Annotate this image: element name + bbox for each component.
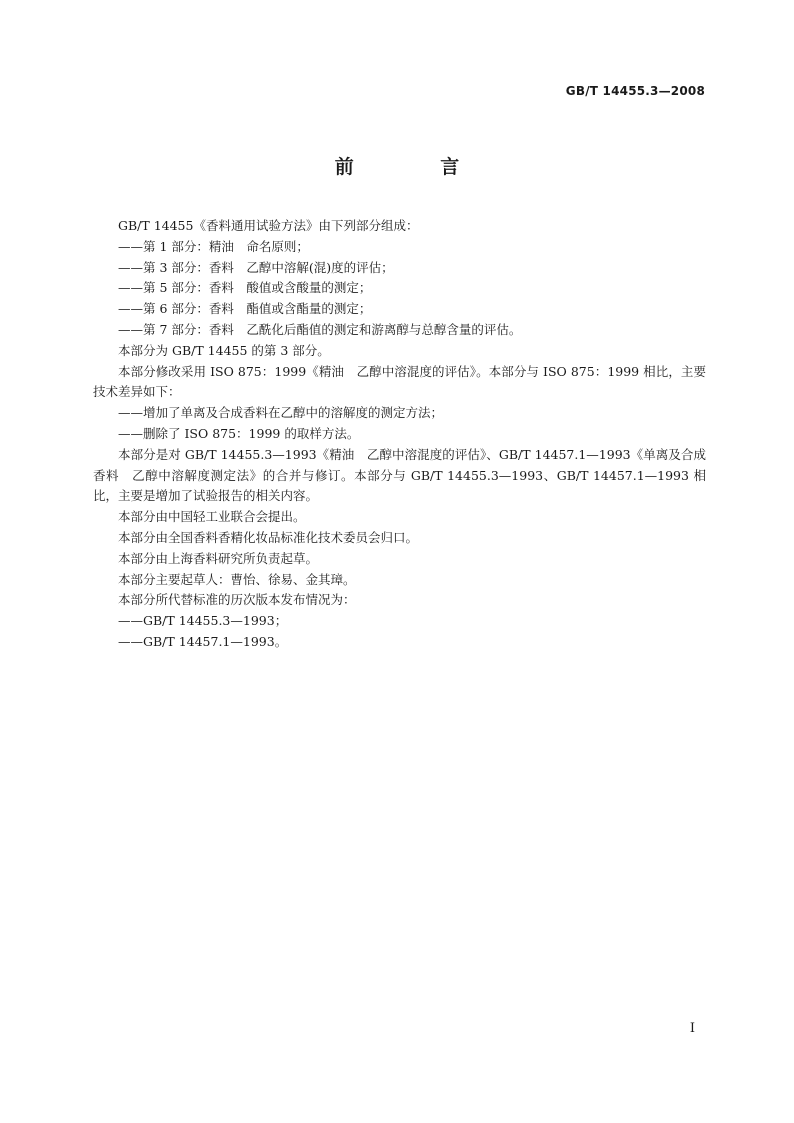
page-number: I xyxy=(689,1021,695,1036)
list-item-part-7: ——第 7 部分：香料 乙酰化后酯值的测定和游离醇与总醇含量的评估。 xyxy=(118,321,522,337)
list-item-part-3: ——第 3 部分：香料 乙醇中溶解(混)度的评估； xyxy=(118,259,394,275)
page-title: 前 言 xyxy=(334,156,500,178)
list-item-part-1: ——第 1 部分：精油 命名原则； xyxy=(118,238,309,254)
paragraph-committee: 本部分由全国香料香精化妆品标准化技术委员会归口。 xyxy=(118,529,419,545)
paragraph-part-statement: 本部分为 GB/T 14455 的第 3 部分。 xyxy=(118,342,330,358)
list-item-difference-added: ——增加了单离及合成香料在乙醇中的溶解度的测定方法； xyxy=(118,405,444,421)
list-item-part-5: ——第 5 部分：香料 酸值或含酸量的测定； xyxy=(118,280,372,296)
list-item-difference-removed: ——删除了 ISO 875：1999 的取样方法。 xyxy=(118,425,360,441)
list-item-superseded-1: ——GB/T 14455.3—1993； xyxy=(118,613,288,629)
list-item-part-6: ——第 6 部分：香料 酯值或含酯量的测定； xyxy=(118,301,372,317)
standard-code: GB/T 14455.3—2008 xyxy=(565,84,705,98)
paragraph-series-intro: GB/T 14455《香料通用试验方法》由下列部分组成： xyxy=(118,218,419,233)
paragraph-revision: 本部分是对 GB/T 14455.3—1993《精油 乙醇中溶混度的评估》、GB/T 14457.1—1993《单离及合成香料 乙醇中溶解度测定法》的合并与修订。本部分与 GB/T 14455.3—1993、GB/T 14457.1—1993 相比，主要是增加了试验报告的相关内容。 xyxy=(93,446,706,504)
paragraph-iso-adoption: 本部分修改采用 ISO 875：1999《精油 乙醇中溶混度的评估》。本部分与 ISO 875：1999 相比，主要技术差异如下： xyxy=(93,363,706,400)
list-item-superseded-2: ——GB/T 14457.1—1993。 xyxy=(118,633,288,649)
foreword-body xyxy=(93,216,706,653)
paragraph-drafting-unit: 本部分由上海香料研究所负责起草。 xyxy=(118,550,319,566)
paragraph-drafters: 本部分主要起草人：曹怡、徐易、金其璋。 xyxy=(118,571,356,587)
paragraph-proposer: 本部分由中国轻工业联合会提出。 xyxy=(118,509,306,525)
paragraph-superseded-intro: 本部分所代替标准的历次版本发布情况为： xyxy=(118,592,356,608)
